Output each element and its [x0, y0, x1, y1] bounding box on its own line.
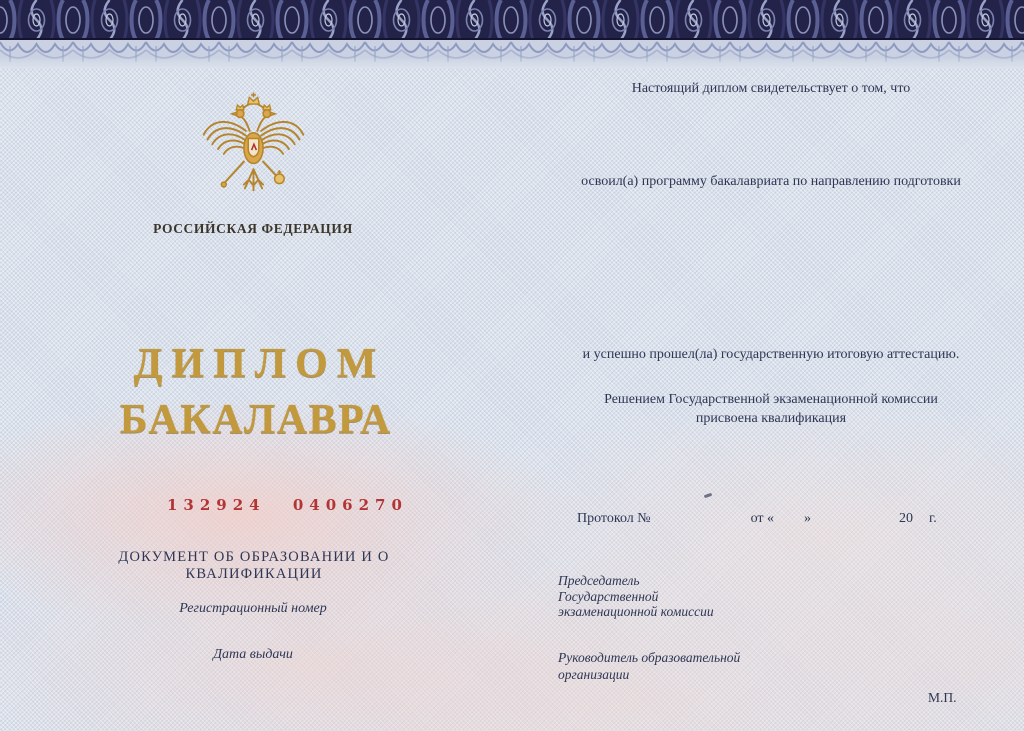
- head-of-organization-label: [558, 650, 740, 683]
- commission-decision-line2: присвоена квалификация: [695, 411, 847, 426]
- protocol-from-label: от «: [750, 511, 775, 526]
- serial-number: 132924 0406270: [167, 496, 408, 514]
- diploma-title-word: ДИПЛОМ: [133, 341, 386, 387]
- chairman-label-line1: Председатель: [558, 573, 640, 588]
- russia-coat-of-arms-icon: [196, 90, 311, 212]
- diploma-subtitle-word: БАКАЛАВРА: [119, 397, 392, 443]
- protocol-year-prefix: 20: [899, 511, 914, 526]
- chairman-label-line3: экзаменационной комиссии: [558, 604, 714, 619]
- scan-artifact-mark: [704, 493, 713, 498]
- issue-date-label: Дата выдачи: [213, 647, 293, 662]
- chairman-signature-label: [558, 573, 714, 620]
- head-label-line2: организации: [558, 666, 630, 682]
- country-name: РОССИЙСКАЯ ФЕДЕРАЦИЯ: [153, 221, 353, 236]
- commission-decision: [561, 390, 981, 428]
- protocol-label: Протокол №: [577, 511, 651, 526]
- statement-line: Настоящий диплом свидетельствует о том, что: [631, 81, 911, 96]
- commission-decision-line1: Решением Государственной экзаменационной комиссии: [604, 392, 938, 407]
- attestation-line: и успешно прошел(ла) государственную итоговую аттестацию.: [582, 347, 960, 362]
- diploma-title: [70, 336, 440, 448]
- seal-place-label: М.П.: [928, 690, 957, 705]
- guilloche-border-icon: [0, 0, 1024, 68]
- document-kind-label: ДОКУМЕНТ ОБ ОБРАЗОВАНИИ И О КВАЛИФИКАЦИИ: [118, 549, 390, 582]
- protocol-close-quote: »: [804, 511, 812, 526]
- program-line: освоил(а) программу бакалавриата по направлению подготовки: [581, 174, 961, 189]
- head-label-line1: Руководитель образовательной: [558, 650, 741, 665]
- protocol-line: [577, 511, 937, 527]
- registration-number-label: Регистрационный номер: [179, 601, 327, 616]
- chairman-label-line2: Государственной: [558, 588, 659, 604]
- protocol-year-suffix: г.: [929, 511, 937, 526]
